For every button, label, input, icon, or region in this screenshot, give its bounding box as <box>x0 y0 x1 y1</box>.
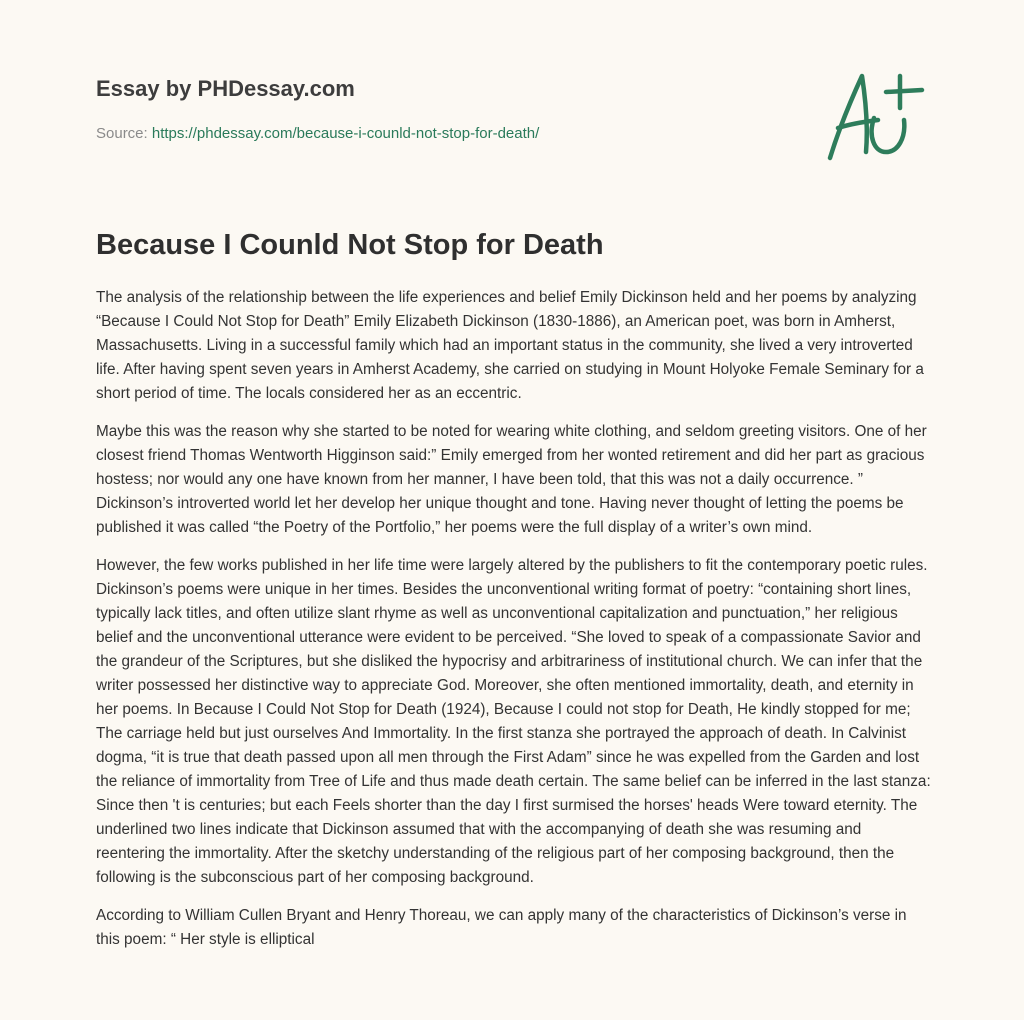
essay-paragraph-1: The analysis of the relationship between the life experiences and belief Emily Dickinson held and her poems by analyzing “Because I Could Not Stop for Death” Emily Elizabeth Dickinson (1830-1886), an American poet, was born in Amherst, Massachusetts. Living in a successful family which had an important status in the community, she lived a very introverted life. After having spent seven years in Amherst Academy, she carried on studying in Mount Holyoke Female Seminary for a short period of time. The locals considered her as an eccentric. <box>96 289 924 402</box>
source-link[interactable]: https://phdessay.com/because-i-counld-not-stop-for-death/ <box>151 125 540 142</box>
essay-title: Because I Counld Not Stop for Death <box>96 229 604 261</box>
essay-body <box>96 286 932 966</box>
essay-paragraph-4: According to William Cullen Bryant and Henry Thoreau, we can apply many of the characteristics of Dickinson’s verse in this poem: “ Her style is elliptical <box>96 907 907 948</box>
essay-paragraph-3: However, the few works published in her life time were largely altered by the publishers to fit the contemporary poetic rules. Dickinson’s poems were unique in her times. Besides the unconventional writing format of poetry: “containing short lines, typically lack titles, and often utilize slant rhyme as well as unconventional capitalization and punctuation,” her religious belief and the unconventional utterance were evident to be perceived. “She loved to speak of a compassionate Savior and the grandeur of the Scriptures, but she disliked the hypocrisy and arbitrariness of institutional church. We can infer that the writer possessed her distinctive way to appreciate God. Moreover, she often mentioned immortality, death, and eternity in her poems. In Because I Could Not Stop for Death (1924), Because I could not stop for Death, He kindly stopped for me; The carriage held but just ourselves And Immortality. In the first stanza she portrayed the approach of death. In Calvinist dogma, “it is true that death passed upon all men through the First Adam” since he was expelled from the Garden and lost the reliance of immortality from Tree of Life and thus made death certain. The same belief can be inferred in the last stanza: Since then 't is centuries; but each Feels shorter than the day I first surmised the horses' heads Were toward eternity. The underlined two lines indicate that Dickinson assumed that with the accompanying of death she was resuming and reentering the immortality. After the sketchy understanding of the religious part of her composing background, then the following is the subconscious part of her composing background. <box>96 557 931 886</box>
essay-paragraph-2: Maybe this was the reason why she started to be noted for wearing white clothing, and seldom greeting visitors. One of her closest friend Thomas Wentworth Higginson said:” Emily emerged from her wonted retirement and did her part as gracious hostess; nor would any one have known from her manner, I have been told, that this was not a daily occurrence. ” Dickinson’s introverted world let her develop her unique thought and tone. Having never thought of letting the poems be published it was called “the Poetry of the Portfolio,” her poems were the full display of a writer’s own mind. <box>96 423 927 536</box>
source-label: Source: <box>96 125 148 142</box>
source-line <box>96 124 796 144</box>
site-title: Essay by PHDessay.com <box>96 76 355 101</box>
page-header <box>96 74 796 144</box>
a-plus-logo-icon <box>822 68 930 166</box>
